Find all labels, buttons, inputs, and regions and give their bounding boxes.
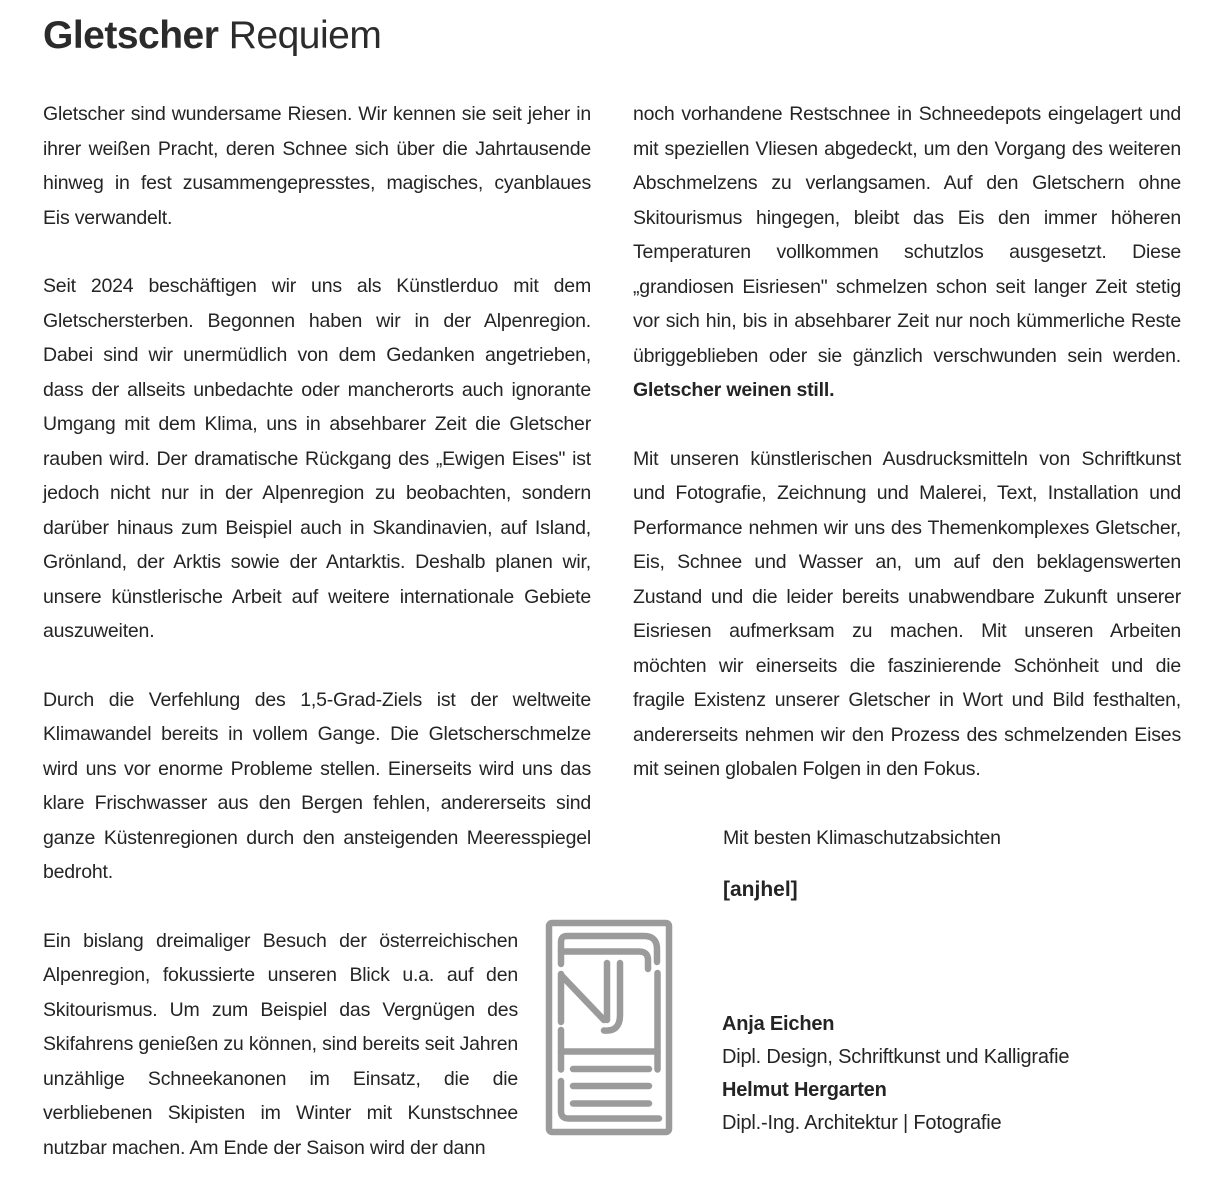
bold-statement: Gletscher weinen still. xyxy=(633,379,835,401)
anjhel-monogram-logo xyxy=(545,918,674,1139)
credit-role: Dipl.-Ing. Architektur | Fotografie xyxy=(722,1112,1002,1134)
paragraph: Ein bislang dreimaliger Besuch der österreichischen Alpenregion, fokussierte unseren Blick u.a. auf den Skitourismus. Um zum Beispiel das Vergnügen des Skifahrens genießen zu können, sind bereits seit Jahren unzählige Schneekanonen im Einsatz, die die verbliebenen Skipisten im Winter mit Kunstschnee nutzbar machen. Am Ende der Saison wird der dann xyxy=(43,929,518,1159)
credit-name: Helmut Hergarten xyxy=(722,1079,887,1101)
paragraph: Gletscher sind wundersame Riesen. Wir kennen sie seit jeher in ihrer weißen Pracht, deren Schnee sich über die Jahrtausende hinweg in fest zusammengepresstes, magisches, cyanblaues Eis verwandelt. xyxy=(43,103,591,229)
signoff-closing: Mit besten Klimaschutzabsichten xyxy=(723,826,1001,849)
anjhel-monogram-icon xyxy=(545,918,674,1139)
paragraph: Seit 2024 beschäftigen wir uns als Künstlerduo mit dem Gletschersterben. Begonnen haben wir in der Alpenregion. Dabei sind wir unermüdlich von dem Gedanken angetrieben, dass der allseits unbedachte oder mancherorts auch ignorante Umgang mit dem Klima, uns in absehbarer Zeit die Gletscher rauben wird. Der dramatische Rückgang des „Ewigen Eises" ist jedoch nicht nur in der Alpenregion zu beobachten, sondern darüber hinaus zum Beispiel auch in Skandinavien, auf Island, Grönland, der Arktis sowie der Antarktis. Deshalb planen wir, unsere künstlerische Arbeit auf weitere internationale Gebiete auszuweiten. xyxy=(43,275,591,642)
paragraph xyxy=(633,97,1181,408)
title-emphasis: Gletscher xyxy=(43,14,219,57)
title-rest: Requiem xyxy=(228,14,382,57)
paragraph: Durch die Verfehlung des 1,5-Grad-Ziels ist der weltweite Klimawandel bereits in vollem Gange. Die Gletscherschmelze wird uns vor enorme Probleme stellen. Einerseits wird uns das klare Frischwasser aus den Bergen fehlen, andererseits sind ganze Küstenregionen durch den ansteigenden Meeresspiegel bedroht. xyxy=(43,688,591,883)
page-title xyxy=(43,13,381,60)
credits-block xyxy=(722,1008,1069,1140)
left-column xyxy=(43,97,591,1199)
paragraph: Mit unseren künstlerischen Ausdrucksmitteln von Schriftkunst und Fotografie, Zeichnung und Malerei, Text, Installation und Performance nehmen wir uns des Themenkomplexes Gletscher, Eis, Schnee und Wasser an, um auf den beklagenswerten Zustand und die leider bereits unabwendbare Zukunft unserer Eisriesen aufmerksam zu machen. Mit unseren Arbeiten möchten wir einerseits die faszinierende Schönheit und die fragile Existenz unserer Gletscher in Wort und Bild festhalten, andererseits nehmen wir den Prozess des schmelzenden Eises mit seinen globalen Folgen in den Fokus. xyxy=(633,447,1181,780)
credit-role: Dipl. Design, Schriftkunst und Kalligrafie xyxy=(722,1046,1070,1068)
signoff-signature: [anjhel] xyxy=(723,878,798,901)
credit-name: Anja Eichen xyxy=(722,1013,835,1035)
paragraph-text: noch vorhandene Restschnee in Schneedepots eingelagert und mit speziellen Vliesen abgedeckt, um den Vorgang des weiteren Abschmelzens zu verlangsamen. Auf den Gletschern ohne Skitourismus hingegen, bleibt das Eis den immer höheren Temperaturen vollkommen schutzlos ausgesetzt. Diese „grandiosen Eisriesen" schmelzen schon seit langer Zeit stetig vor sich hin, bis in absehbarer Zeit nur noch kümmerliche Reste übriggeblieben oder sie gänzlich verschwunden sein werden. xyxy=(633,103,1181,367)
